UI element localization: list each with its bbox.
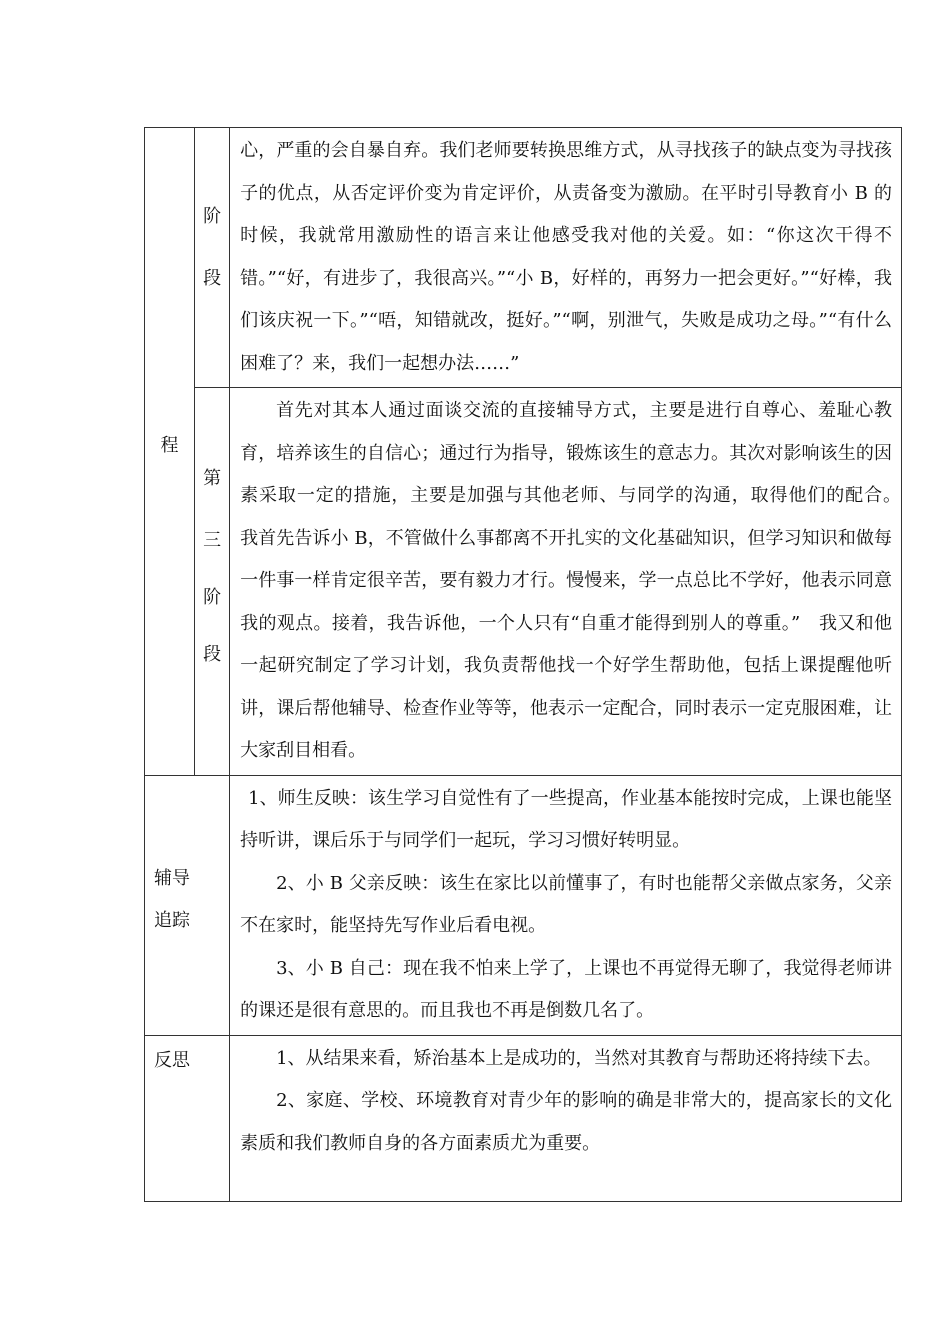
row-reflection	[145, 1035, 902, 1201]
followup-paragraph: 3、小 B 自己：现在我不怕来上学了，上课也不再觉得无聊了，我觉得老师讲的课还是很有意思的。而且我也不再是倒数几名了。	[240, 957, 892, 1021]
reflection-paragraph: 2、家庭、学校、环境教育对青少年的影响的确是非常大的，提高家长的文化素质和我们教师自身的各方面素质尤为重要。	[240, 1090, 892, 1154]
process-label-cell	[145, 128, 195, 776]
followup-text-cell	[230, 775, 902, 1035]
followup-label-line: 追踪	[154, 909, 190, 931]
stage-three-label-char: 三	[203, 530, 222, 551]
row-stage-two	[145, 128, 902, 388]
stage-two-text-cell	[230, 128, 902, 388]
followup-label-line: 辅导	[154, 867, 190, 889]
followup-paragraph: 2、小 B 父亲反映：该生在家比以前懂事了，有时也能帮父亲做点家务，父亲不在家时，能坚持先写作业后看电视。	[240, 872, 892, 936]
reflection-paragraph: 1、从结果来看，矫治基本上是成功的，当然对其教育与帮助还将持续下去。	[276, 1047, 882, 1069]
stage-two-label-char: 段	[203, 268, 222, 289]
stage-three-text-cell	[230, 388, 910, 776]
stage-two-label-cell	[195, 128, 230, 388]
stage-two-text: 心，严重的会自暴自弃。我们老师要转换思维方式，从寻找孩子的缺点变为寻找孩子的优点，从否定评价变为肯定评价，从责备变为激励。在平时引导教育小 B 的时候，我就常用激励性的语言来让他感受我对他的关爱。如：“你这次干得不错。”“好，有进步了，我很高兴。”“小 B，好样的，再努力一把会更好。”“好棒，我们该庆祝一下。”“唔，知错就改，挺好。”“啊，别泄气，失败是成功之母。”“有什么困难了？来，我们一起想办法……”	[240, 140, 892, 374]
record-table	[144, 127, 910, 1202]
row-followup	[145, 775, 902, 1035]
stage-three-label-cell	[195, 388, 230, 776]
followup-paragraph: 1、师生反映：该生学习自觉性有了一些提高，作业基本能按时完成，上课也能坚持听讲，课后乐于与同学们一起玩，学习习惯好转明显。	[240, 787, 892, 851]
followup-label-cell	[145, 775, 230, 1035]
reflection-text-cell	[230, 1035, 902, 1201]
reflection-label: 反思	[154, 1049, 190, 1071]
stage-three-label-char: 段	[203, 644, 222, 665]
row-stage-three	[145, 388, 902, 776]
stage-three-label-char: 阶	[203, 587, 222, 608]
stage-three-label-char: 第	[203, 468, 222, 489]
reflection-label-cell	[145, 1035, 230, 1201]
stage-two-label-char: 阶	[203, 206, 222, 227]
process-label: 程	[160, 435, 179, 457]
stage-three-text: 首先对其本人通过面谈交流的直接辅导方式，主要是进行自尊心、羞耻心教育，培养该生的自信心；通过行为指导，锻炼该生的意志力。其次对影响该生的因素采取一定的措施，主要是加强与其他老师、与同学的沟通，取得他们的配合。 我首先告诉小 B，不管做什么事都离不开扎实的文化基础知识，但学习知识和做每一件事一样肯定很辛苦，要有毅力才行。慢慢来，学一点总比不学好，他表示同意我的观点。接着，我告诉他，一个人只有“自重才能得到别人的尊重。” 我又和他一起研究制定了学习计划，我负责帮他找一个好学生帮助他，包括上课提醒他听讲，课后帮他辅导、检查作业等等，他表示一定配合，同时表示一定克服困难，让大家刮目相看。	[240, 400, 910, 761]
